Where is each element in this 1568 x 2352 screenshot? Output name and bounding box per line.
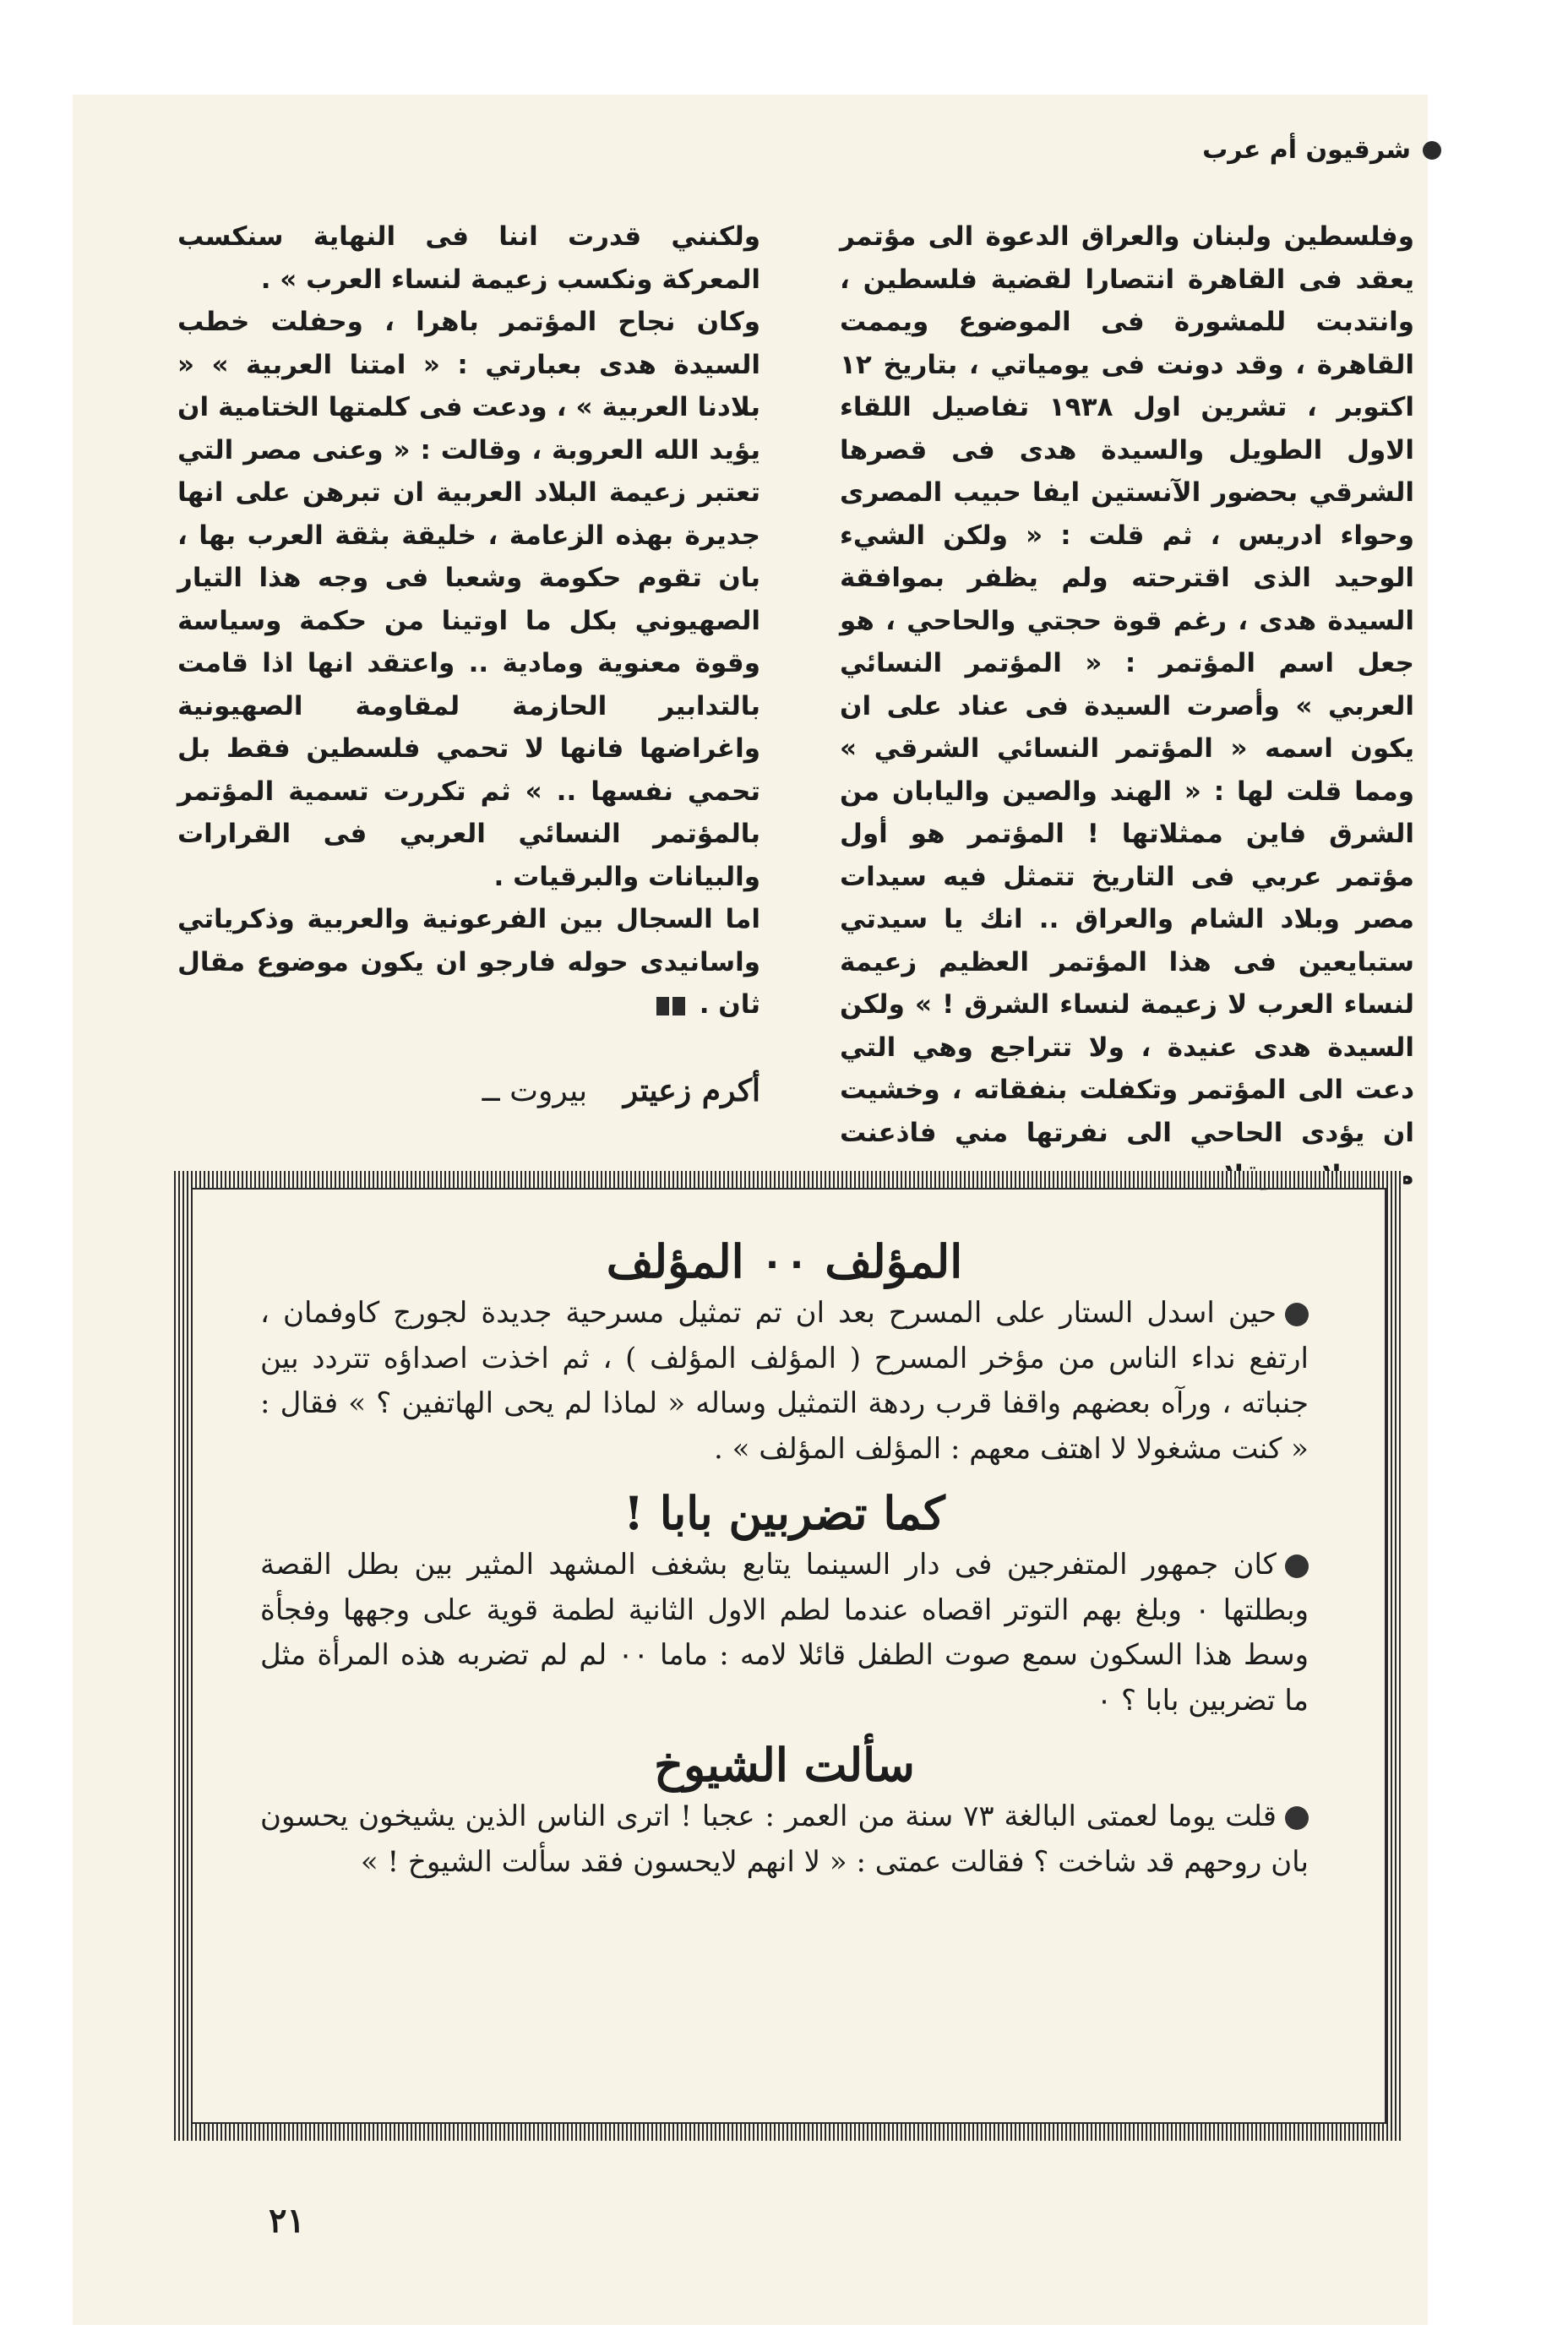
anecdote-section <box>260 1735 1309 1885</box>
anecdote-text: قلت يوما لعمتى البالغة ٧٣ سنة من العمر : عجبا ! اترى الناس الذين يشيخون يحسون بان روحهم قد شاخت ؟ فقالت عمتى : « لا انهم لايحسون فقد سألت الشيوخ ! » <box>260 1799 1309 1879</box>
running-header-title: شرقيون أم عرب <box>1202 135 1411 165</box>
anecdote-section <box>260 1232 1309 1472</box>
header-bullet-icon <box>1423 141 1441 160</box>
anecdote-body <box>260 1543 1309 1723</box>
anecdotes-box <box>174 1171 1403 2141</box>
anecdote-title: كما تضربين بابا ! <box>623 1486 945 1540</box>
article-paragraph: وفلسطين ولبنان والعراق الدعوة الى مؤتمر يعقد فى القاهرة انتصارا لقضية فلسطين ، وانتدبت للمشورة فى الموضوع ويممت القاهرة ، وقد دونت فى يومياتي ، بتاريخ ١٢ اكتوبر ، تشرين اول ١٩٣٨ تفاصيل اللقاء الاول الطويل والسيدة هدى فى قصرها الشرقي بحضور الآنستين ايفا حبيب المصرى وحواء ادريس ، ثم قلت : « ولكن الشيء الوحيد الذى اقترحته ولم يظفر بموافقة السيدة هدى ، رغم قوة حجتي والحاحي ، هو جعل اسم المؤتمر : « المؤتمر النسائي العربي » وأصرت السيدة فى عناد على ان يكون اسمه « المؤتمر النسائي الشرقي » ومما قلت لها : « الهند والصين واليابان من الشرق فاين ممثلاتها ! المؤتمر هو أول مؤتمر عربي فى التاريخ تتمثل فيه سيدات مصر وبلاد الشام والعراق .. انك يا سيدتي ستبايعين فى هذا المؤتمر العظيم زعيمة لنساء العرب لا زعيمة لنساء الشرق ! » ولكن السيدة هدى عنيدة ، ولا تتراجع وهي التي دعت الى المؤتمر وتكفلت بنفقاته ، وخشيت ان يؤدى الحاحي الى نفرتها مني فاذعنت محسبلا محوقلا .. <box>840 221 1414 1190</box>
page-number: ٢١ <box>269 2201 305 2240</box>
article-column-right <box>840 215 1414 1190</box>
running-header <box>1202 135 1441 165</box>
article-column-left <box>177 215 760 1060</box>
article-paragraph: وكان نجاح المؤتمر باهرا ، وحفلت خطب السيدة هدى بعبارتي : « امتنا العربية » « بلادنا العربية » ، ودعت فى كلمتها الختامية ان يؤيد الله العروبة ، وقالت : « وعنى مصر التي تعتبر زعيمة البلاد العربية ان تبرهن على انها جديرة بهذه الزعامة ، خليقة بثقة العرب بها ، بان تقوم حكومة وشعبا فى وجه هذا التيار الصهيوني بكل ما اوتينا من حكمة وسياسة وقوة معنوية ومادية .. واعتقد انها اذا قامت بالتدابير الحازمة لمقاومة الصهيونية واغراضها فانها لا تحمي فلسطين فقط بل تحمي نفسها .. » ثم تكررت تسمية المؤتمر بالمؤتمر النسائي العربي فى القرارات والبيانات والبرقيات . <box>177 307 760 892</box>
anecdote-title: سألت الشيوخ <box>654 1738 915 1792</box>
article-paragraph <box>177 898 760 1026</box>
anecdote-body <box>260 1794 1309 1885</box>
anecdote-title: المؤلف ٠٠ المؤلف <box>606 1234 963 1288</box>
anecdotes-box-inner <box>191 1188 1386 2124</box>
article-closing-text: اما السجال بين الفرعونية والعربية وذكرياتي واسانيدى حوله فارجو ان يكون موضوع مقال ثان . <box>177 904 760 1020</box>
anecdote-section <box>260 1484 1309 1723</box>
bullet-icon <box>1285 1303 1309 1326</box>
anecdote-body <box>260 1291 1309 1472</box>
article-paragraph: ولكنني قدرت اننا فى النهاية سنكسب المعركة ونكسب زعيمة لنساء العرب » . <box>177 221 760 295</box>
author-signature <box>177 1073 760 1108</box>
bullet-icon <box>1285 1554 1309 1578</box>
bullet-icon <box>1285 1806 1309 1830</box>
author-location: بيروت ــ <box>482 1074 588 1108</box>
author-name: أكرم زعيتر <box>623 1073 760 1108</box>
end-mark-icon <box>656 997 685 1015</box>
anecdote-text: كان جمهور المتفرجين فى دار السينما يتابع بشغف المشهد المثير بين بطل القصة وبطلتها ٠ وبلغ بهم التوتر اقصاه عندما لطم الاول الثانية لطمة قوية على وجهها وفجأة وسط هذا السكون سمع صوت الطفل قائلا لامه : ماما ٠٠ لم لم تضربه هذه المرأة مثل ما تضربين بابا ؟ ٠ <box>260 1548 1309 1718</box>
anecdote-text: حين اسدل الستار على المسرح بعد ان تم تمثيل مسرحية جديدة لجورج كاوفمان ، ارتفع نداء الناس من مؤخر المسرح ( المؤلف المؤلف ) ، ثم اخذت اصداؤه تتردد بين جنباته ، ورآه بعضهم واقفا قرب ردهة التمثيل وساله « لماذا لم يحى الهاتفين ؟ » فقال : « كنت مشغولا لا اهتف معهم : المؤلف المؤلف » . <box>260 1296 1309 1466</box>
